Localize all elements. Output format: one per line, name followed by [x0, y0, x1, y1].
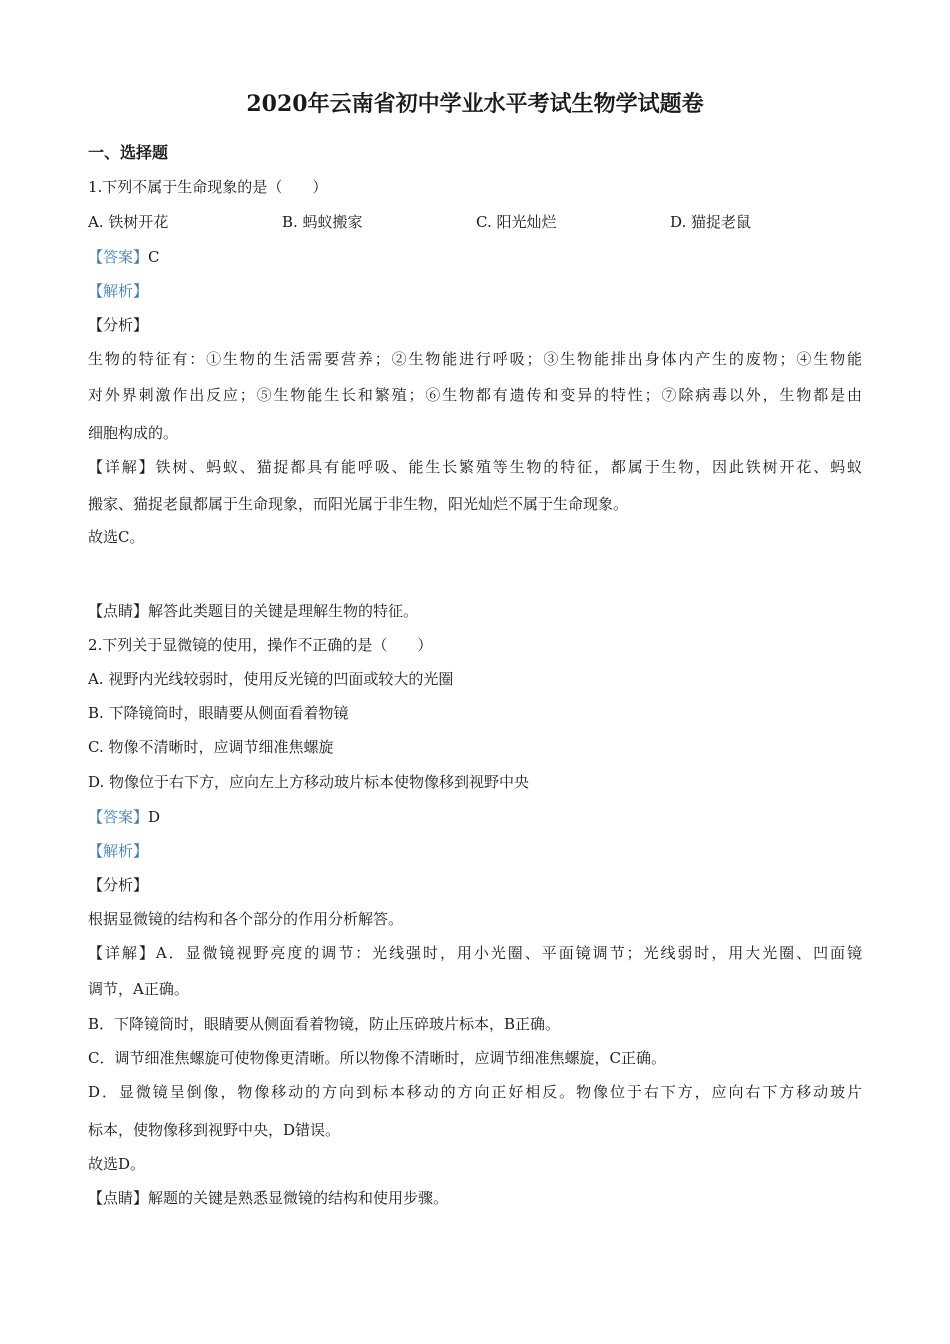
q2-option-c: C. 物像不清晰时，应调节细准焦螺旋 [88, 738, 334, 756]
q1-option-a: A. 铁树开花 [88, 213, 169, 231]
answer-tag: 【答案】 [88, 808, 149, 826]
q2-option-d: D. 物像位于右下方，应向左上方移动玻片标本使物像移到视野中央 [88, 773, 530, 791]
q1-analysis-line-1: 生物的特征有：①生物的生活需要营养；②生物能进行呼吸；③生物能排出身体内产生的废物；④生物能 [88, 350, 862, 368]
q2-detail-line-3: B．下降镜筒时，眼睛要从侧面看着物镜，防止压碎玻片标本，B正确。 [88, 1015, 561, 1033]
q2-detail-line-6: 标本，使物像移到视野中央，D错误。 [88, 1121, 341, 1139]
q1-detail-line-2: 搬家、猫捉老鼠都属于生命现象，而阳光属于非生物，阳光灿烂不属于生命现象。 [88, 495, 629, 513]
answer-value: C [148, 248, 160, 266]
q1-analysis-line-3: 细胞构成的。 [88, 424, 179, 442]
q2-tip: 【点睛】解题的关键是熟悉显微镜的结构和使用步骤。 [88, 1189, 449, 1207]
q1-jiexi-tag: 【解析】 [88, 282, 149, 300]
q1-analysis-line-2: 对外界刺激作出反应；⑤生物能生长和繁殖；⑥生物都有遗传和变异的特性；⑦除病毒以外，生物都是由 [88, 386, 862, 404]
page-title: 2020年云南省初中学业水平考试生物学试题卷 [246, 91, 704, 117]
q2-detail-line-1: 【详解】A．显微镜视野亮度的调节：光线强时，用小光圈、平面镜调节；光线弱时，用大光圈、凹面镜 [88, 944, 862, 962]
q2-choose: 故选D。 [88, 1155, 146, 1173]
q2-detail-line-5: D．显微镜呈倒像，物像移动的方向到标本移动的方向正好相反。物像位于右下方，应向右下方移动玻片 [88, 1083, 862, 1101]
q1-choose: 故选C。 [88, 528, 145, 546]
q2-jiexi-tag: 【解析】 [88, 842, 149, 860]
q2-fenxi-tag: 【分析】 [88, 876, 149, 894]
answer-tag: 【答案】 [88, 248, 149, 266]
q2-detail-line-2: 调节，A正确。 [88, 980, 189, 998]
q1-tip: 【点睛】解答此类题目的关键是理解生物的特征。 [88, 602, 419, 620]
answer-value: D [148, 808, 161, 826]
q2-stem: 2.下列关于显微镜的使用，操作不正确的是（ ） [88, 636, 433, 654]
q2-option-b: B. 下降镜筒时，眼睛要从侧面看着物镜 [88, 704, 349, 722]
q2-option-a: A. 视野内光线较弱时，使用反光镜的凹面或较大的光圈 [88, 670, 454, 688]
q2-analysis: 根据显微镜的结构和各个部分的作用分析解答。 [88, 910, 404, 928]
q2-answer [88, 805, 160, 829]
q1-detail-line-1: 【详解】铁树、蚂蚁、猫捉都具有能呼吸、能生长繁殖等生物的特征，都属于生物，因此铁树开花、蚂蚁 [88, 458, 862, 476]
q1-option-b: B. 蚂蚁搬家 [282, 213, 363, 231]
q2-detail-line-4: C．调节细准焦螺旋可使物像更清晰。所以物像不清晰时，应调节细准焦螺旋，C正确。 [88, 1049, 666, 1067]
section-heading: 一、选择题 [88, 143, 169, 162]
q1-fenxi-tag: 【分析】 [88, 316, 149, 334]
q1-stem: 1.下列不属于生命现象的是（ ） [88, 178, 328, 196]
q1-option-d: D. 猫捉老鼠 [670, 213, 752, 231]
q1-answer [88, 245, 160, 269]
q1-option-c: C. 阳光灿烂 [476, 213, 557, 231]
